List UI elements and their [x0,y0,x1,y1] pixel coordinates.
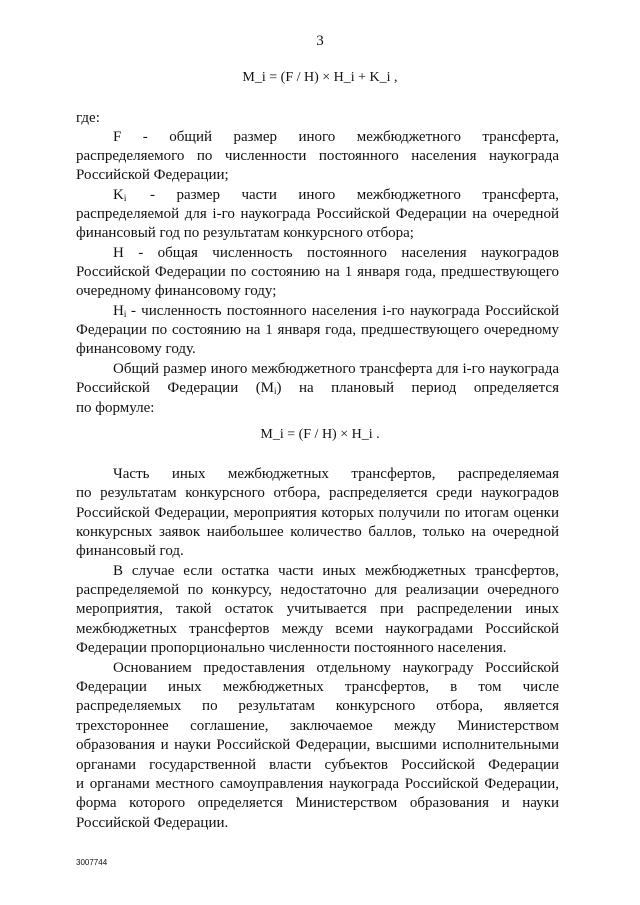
h-definition-line-3: очередному финансовому году; [76,283,277,299]
basis-line-1: Основанием предоставления отдельному наукограду Российской [113,660,559,676]
k-definition-line-1: - размер части иного межбюджетного трансферта, [150,187,559,203]
f-definition-line-2: распределяемого по численности постоянного населения наукограда [76,148,559,164]
f-definition-line-3: Российской Федерации; [76,167,229,183]
basis-line-6: органами государственной власти субъектов Российской Федерации [76,757,559,773]
part-line-4: конкурсных заявок наибольшее количество баллов, только на очередной [76,524,559,540]
basis-line-4: трехстороннее соглашение, заключаемое между Министерством [76,718,559,734]
hi-definition-line-1: - численность постоянного населения i-го наукограда Российской [131,303,559,319]
formula-mi-planned: M_i = (F / H) × H_i . [260,427,380,442]
k-symbol-subscript: i [123,193,127,203]
hi-symbol-subscript: i [123,309,127,319]
document-code: 3007744 [76,858,108,867]
case-line-3: мероприятия, такой остаток учитывается при распределении иных [76,601,559,617]
word-period: период [411,380,457,396]
case-line-1: В случае если остатка части иных межбюджетных трансфертов, [113,563,559,579]
page-number: 3 [316,33,324,49]
basis-line-2: Федерации иных межбюджетных трансфертов, в том числе [76,679,559,695]
part-line-1: Часть иных межбюджетных трансфертов, распределяемая [113,466,559,482]
k-definition-line-3: финансовый год по результатам конкурсного отбора; [76,225,414,241]
case-line-2: распределяемой по конкурсу, недостаточно для реализации очередного [76,582,559,598]
basis-line-7: и органами местного самоуправления наукограда Российской Федерации, [76,776,559,792]
basis-line-8: форма которого определяется Министерством образования и науки [76,795,559,811]
h-definition-line-2: Российской Федерации по состоянию на 1 января года, предшествующего [76,264,559,280]
word-planoviy: плановый [331,380,395,396]
word-opredelyaetsya: определяется [473,380,559,396]
hi-symbol-letter: H [113,303,124,319]
word-federatsii: Федерации [167,380,239,396]
word-rossiyskoy: Российской [76,380,150,396]
basis-line-3: распределяемых по результатам конкурсного отбора, является [76,698,559,714]
case-line-4: межбюджетных трансфертов между всеми наукоградами Российской [76,621,559,637]
mi-symbol [256,378,282,401]
case-line-5: Федерации пропорционально численности постоянного населения. [76,640,507,656]
mi-symbol-letter: (M [255,380,275,396]
total-size-line-1: Общий размер иного межбюджетного трансферта для i-го наукограда [113,361,559,377]
total-size-line-3: по формуле: [76,400,155,416]
where-label: где: [76,110,100,126]
mi-symbol-close: ) [276,380,282,396]
k-symbol-letter: K [113,187,124,203]
k-definition-line-2: распределяемой для i-го наукограда Российской Федерации на очередной [76,206,559,222]
mi-symbol-subscript: i [274,386,277,396]
word-na: на [299,380,314,396]
formula-mi-with-k: M_i = (F / H) × H_i + K_i , [242,70,398,85]
part-line-5: финансовый год. [76,543,184,559]
part-line-2: по результатам конкурсного отбора, распределяется среди наукоградов [76,485,559,501]
basis-line-5: образования и науки Российской Федерации, высшими исполнительными [76,737,559,753]
basis-line-9: Российской Федерации. [76,815,229,831]
part-line-3: Российской Федерации, мероприятия которых получили по итогам оценки [76,505,559,521]
h-definition-line-1: H - общая численность постоянного населения наукоградов [113,245,559,261]
f-definition-line-1: F - общий размер иного межбюджетного трансферта, [113,129,559,145]
hi-definition-line-3: финансовому году. [76,341,196,357]
hi-definition-line-2: Федерации по состоянию на 1 января года, предшествующего очередному [76,322,559,338]
